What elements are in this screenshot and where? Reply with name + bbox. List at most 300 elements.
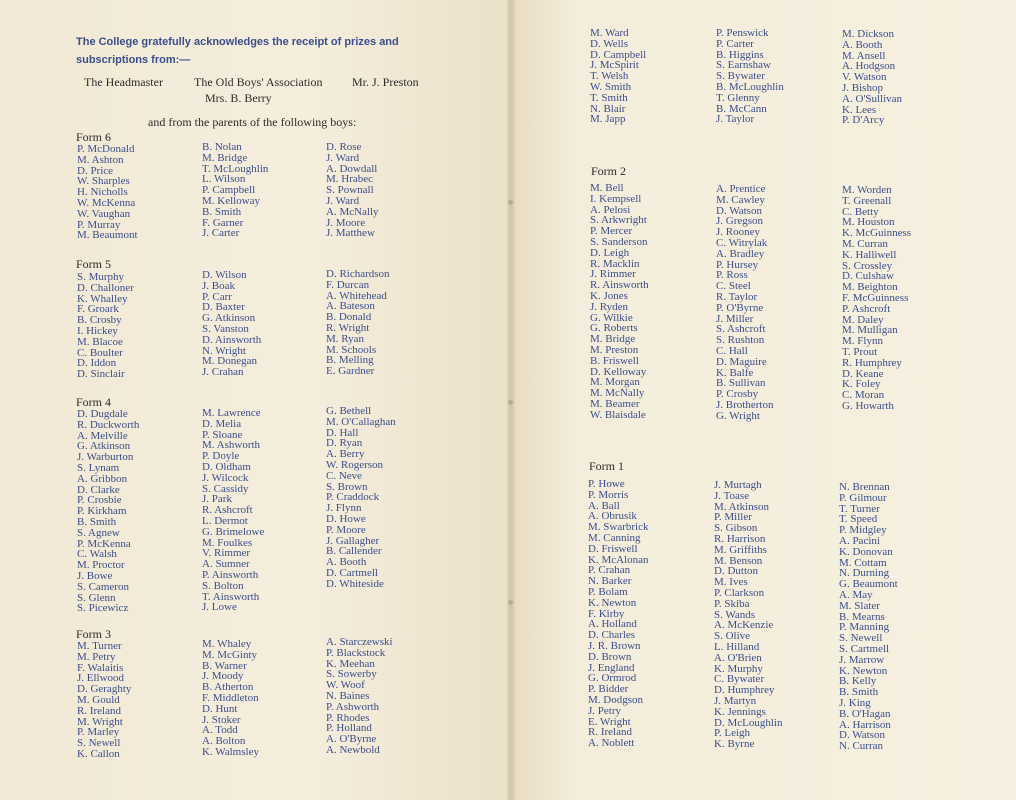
student-name: I. Hickey bbox=[77, 324, 118, 337]
student-name: M. Wright bbox=[77, 715, 123, 728]
form-1-heading: Form 1 bbox=[589, 459, 625, 473]
student-name: J. Flynn bbox=[326, 502, 362, 515]
student-name: P. Crahan bbox=[588, 564, 631, 577]
student-name: S. Bywater bbox=[716, 70, 765, 83]
student-name: J. Park bbox=[202, 493, 232, 506]
student-name: A. Berry bbox=[326, 448, 365, 461]
student-name: P. Moore bbox=[326, 523, 366, 536]
student-name: W. Woof bbox=[326, 679, 365, 692]
student-name: A. Booth bbox=[842, 38, 883, 51]
form-2-column-2 bbox=[716, 184, 773, 422]
student-name: A. Ball bbox=[588, 499, 620, 512]
student-name: L. Dermot bbox=[202, 514, 248, 527]
student-name: B. Smith bbox=[839, 686, 879, 699]
student-name: A. Noblett bbox=[588, 737, 635, 750]
student-name: M. Ives bbox=[714, 576, 748, 589]
form-6-column-3 bbox=[326, 142, 379, 239]
student-name: M. Benson bbox=[714, 554, 763, 567]
student-name: A. Todd bbox=[202, 724, 238, 737]
student-name: T. Turner bbox=[839, 502, 880, 515]
student-name: K. Newton bbox=[588, 596, 637, 609]
student-name: R. Wright bbox=[326, 321, 370, 334]
student-name: P. Hursey bbox=[716, 258, 759, 271]
student-name: W. Blaisdale bbox=[590, 408, 646, 421]
student-name: J. Crahan bbox=[202, 366, 244, 379]
form-4-column-3 bbox=[326, 406, 396, 590]
student-name: P. Ainsworth bbox=[202, 568, 259, 581]
student-name: K. Newton bbox=[839, 664, 888, 677]
student-name: M. Hrabec bbox=[326, 173, 374, 186]
student-name: S. Murphy bbox=[77, 271, 125, 283]
student-name: L. Hilland bbox=[714, 640, 760, 653]
student-name: M. Whaley bbox=[202, 638, 252, 650]
student-name: P. Marley bbox=[77, 726, 120, 739]
student-name: G. Bethell bbox=[326, 405, 372, 417]
student-name: M. Ashton bbox=[77, 153, 124, 166]
student-name: A. Melville bbox=[77, 429, 128, 442]
student-name: D. Culshaw bbox=[842, 270, 894, 283]
student-name: W. Rogerson bbox=[326, 458, 384, 471]
student-name: M. Curran bbox=[842, 237, 888, 250]
student-name: T. Smith bbox=[590, 91, 628, 104]
student-name: N. Brennan bbox=[839, 481, 890, 493]
student-name: S. Cameron bbox=[77, 580, 129, 593]
student-name: P. McKenna bbox=[77, 537, 131, 550]
student-name: D. Oldham bbox=[202, 460, 251, 473]
student-name: D. McLoughlin bbox=[714, 716, 783, 729]
form-3-column-2 bbox=[202, 639, 259, 758]
student-name: I. Kempsell bbox=[590, 192, 642, 205]
student-name: D. Friswell bbox=[588, 542, 638, 555]
student-name: D. Baxter bbox=[202, 301, 245, 314]
student-name: F. Walaitis bbox=[77, 661, 124, 674]
student-name: R. Macklin bbox=[590, 257, 640, 270]
student-name: P. Leigh bbox=[714, 727, 751, 740]
student-name: J. Rooney bbox=[716, 226, 760, 239]
student-name: F. Garner bbox=[202, 216, 244, 229]
binding-stitch bbox=[508, 600, 513, 605]
student-name: B. McLoughlin bbox=[716, 80, 784, 93]
student-name: S. Picewicz bbox=[77, 602, 129, 615]
student-name: D. Hunt bbox=[202, 702, 238, 715]
student-name: S. Vanston bbox=[202, 322, 249, 335]
student-name: G. Howarth bbox=[842, 399, 894, 412]
student-name: R. Harrison bbox=[714, 532, 766, 545]
student-name: P. Murray bbox=[77, 218, 121, 231]
form-6-column-2 bbox=[202, 142, 268, 239]
student-name: D. Clarke bbox=[77, 483, 120, 496]
student-name: M. Dickson bbox=[842, 28, 894, 40]
student-name: R. Humphrey bbox=[842, 356, 902, 369]
student-name: J. Ward bbox=[326, 194, 360, 207]
student-name: R. Ainsworth bbox=[590, 279, 649, 292]
student-name: K. McGuinness bbox=[842, 227, 912, 240]
student-name: J. Wilcock bbox=[202, 471, 249, 484]
student-name: B. Higgins bbox=[716, 48, 764, 61]
student-name: S. Cassidy bbox=[202, 482, 249, 495]
student-name: P. Morris bbox=[588, 488, 629, 501]
student-name: B. Smith bbox=[202, 205, 242, 218]
student-name: P. Gilmour bbox=[839, 491, 887, 504]
student-name: J. Moore bbox=[326, 216, 366, 229]
parents-line: and from the parents of the following boys: bbox=[148, 115, 357, 129]
student-name: B. Nolan bbox=[202, 141, 242, 153]
student-name: G. Wright bbox=[716, 409, 760, 422]
student-name: P. Holland bbox=[326, 722, 372, 735]
student-name: M. Ward bbox=[590, 27, 629, 39]
student-name: J. Stoker bbox=[202, 713, 241, 726]
student-name: B. Atherton bbox=[202, 681, 254, 694]
student-name: S. Pownall bbox=[326, 184, 374, 197]
binding-stitch bbox=[508, 200, 513, 205]
student-name: H. Nicholls bbox=[77, 186, 128, 199]
student-name: B. Kelly bbox=[839, 675, 877, 688]
student-name: M. Bridge bbox=[202, 151, 248, 164]
form-6-column-1 bbox=[77, 144, 138, 241]
student-name: M. Petry bbox=[77, 650, 116, 663]
student-name: J. Carter bbox=[202, 227, 240, 240]
student-name: M. Gould bbox=[77, 693, 120, 706]
student-name: W. Smith bbox=[590, 80, 632, 93]
student-name: J. Toase bbox=[714, 489, 750, 502]
student-name: J. Petry bbox=[588, 704, 621, 717]
form-5-column-2 bbox=[202, 270, 261, 378]
student-name: J. Miller bbox=[716, 312, 754, 325]
student-name: M. Houston bbox=[842, 216, 895, 229]
student-name: S. Newell bbox=[77, 737, 121, 750]
student-name: P. Howe bbox=[588, 478, 625, 490]
student-name: J. Lowe bbox=[202, 601, 237, 614]
student-name: C. Betty bbox=[842, 205, 879, 218]
student-name: D. Watson bbox=[716, 204, 762, 217]
student-name: K. Jones bbox=[590, 289, 628, 302]
student-name: D. Brown bbox=[588, 650, 632, 663]
student-name: A. McNally bbox=[326, 205, 379, 218]
student-name: S. Sanderson bbox=[590, 235, 648, 248]
student-name: C. Boulter bbox=[77, 346, 123, 359]
student-name: F. Kirby bbox=[588, 607, 625, 620]
donor-old-boys-association: The Old Boys' Association bbox=[194, 75, 323, 89]
student-name: M. Bridge bbox=[590, 333, 636, 346]
student-name: K. McAlonan bbox=[588, 553, 649, 566]
student-name: P. Carter bbox=[716, 37, 754, 50]
student-name: B. Callender bbox=[326, 545, 382, 558]
student-name: S. Bolton bbox=[202, 579, 244, 592]
student-name: S. Wands bbox=[714, 608, 756, 621]
student-name: J. Gallagher bbox=[326, 534, 380, 547]
student-name: A. Pacini bbox=[839, 534, 880, 547]
student-name: E. Gardner bbox=[326, 365, 375, 378]
student-name: R. Ireland bbox=[77, 704, 121, 717]
student-name: M. Bell bbox=[590, 182, 624, 194]
student-name: K. Balfe bbox=[716, 366, 754, 379]
form-3-heading: Form 3 bbox=[76, 627, 112, 641]
student-name: P. Ross bbox=[716, 269, 748, 282]
student-name: M. Daley bbox=[842, 313, 884, 326]
student-name: J. Ward bbox=[326, 151, 360, 164]
student-name: D. Keane bbox=[842, 367, 884, 380]
student-name: L. Wilson bbox=[202, 173, 246, 186]
student-name: K. Lees bbox=[842, 103, 877, 116]
student-name: D. Humphrey bbox=[714, 684, 775, 697]
student-name: S. Arkwright bbox=[590, 214, 647, 227]
form-5-heading: Form 5 bbox=[76, 257, 112, 271]
student-name: F. Middleton bbox=[202, 691, 259, 704]
student-name: A. O'Byrne bbox=[326, 733, 377, 746]
student-name: G. Ormrod bbox=[588, 672, 637, 685]
student-name: M. Japp bbox=[590, 113, 626, 126]
form-1-column-3 bbox=[839, 482, 898, 752]
student-name: S. Sowerby bbox=[326, 668, 377, 681]
student-name: P. Ashworth bbox=[326, 700, 380, 713]
student-name: D. Maguire bbox=[716, 355, 767, 368]
student-name: P. Bolam bbox=[588, 585, 628, 598]
form-1-column-2 bbox=[714, 480, 782, 750]
student-name: N. Wright bbox=[202, 344, 246, 357]
student-name: A. May bbox=[839, 588, 873, 601]
student-name: M. McNally bbox=[590, 387, 645, 400]
student-name: D. Challoner bbox=[77, 281, 134, 294]
form-6-heading: Form 6 bbox=[76, 130, 112, 144]
student-name: B. Warner bbox=[202, 659, 247, 672]
student-name: B. Smith bbox=[77, 515, 117, 528]
donor-headmaster: The Headmaster bbox=[84, 75, 163, 89]
student-name: N. Curran bbox=[839, 740, 883, 753]
student-name: C. Bywater bbox=[714, 673, 765, 686]
student-name: S. Olive bbox=[714, 630, 751, 643]
student-name: P. Kirkham bbox=[77, 505, 127, 518]
student-name: J. England bbox=[588, 661, 635, 674]
student-name: C. Moran bbox=[842, 389, 885, 402]
student-name: A. Bolton bbox=[202, 735, 246, 748]
student-name: G. Roberts bbox=[590, 322, 638, 335]
student-name: A. Bradley bbox=[716, 247, 765, 260]
student-name: K. Foley bbox=[842, 378, 881, 391]
student-name: S. Brown bbox=[326, 480, 368, 493]
student-name: D. Price bbox=[77, 164, 114, 177]
student-name: A. Starczewski bbox=[326, 636, 393, 648]
student-name: K. Donovan bbox=[839, 545, 893, 558]
student-name: A. Obrusik bbox=[588, 510, 637, 523]
student-name: J. McSpirit bbox=[590, 59, 639, 72]
student-name: D. Melia bbox=[202, 417, 242, 430]
donor-mrs-berry: Mrs. B. Berry bbox=[205, 91, 272, 105]
form-3-continued-column-3 bbox=[842, 29, 902, 126]
student-name: J. Brotherton bbox=[716, 398, 774, 411]
student-name: G. Atkinson bbox=[202, 312, 256, 325]
student-name: J. Matthew bbox=[326, 227, 375, 240]
student-name: D. Dugdale bbox=[77, 408, 128, 420]
student-name: J. Bishop bbox=[842, 81, 883, 94]
student-name: M. Swarbrick bbox=[588, 521, 649, 534]
student-name: P. Ashcroft bbox=[842, 302, 891, 315]
student-name: A. Gribbon bbox=[77, 472, 128, 485]
student-name: P. Doyle bbox=[202, 450, 240, 463]
student-name: D. Whiteside bbox=[326, 577, 384, 590]
student-name: C. Steel bbox=[716, 280, 751, 293]
student-name: J. Marrow bbox=[839, 653, 885, 666]
student-name: A. Booth bbox=[326, 556, 367, 569]
student-name: P. Clarkson bbox=[714, 586, 765, 599]
student-name: S. Lynam bbox=[77, 461, 120, 474]
student-name: M. Cawley bbox=[716, 193, 765, 206]
student-name: M. Slater bbox=[839, 599, 880, 612]
student-name: G. Beaumont bbox=[839, 578, 898, 591]
student-name: P. Craddock bbox=[326, 491, 380, 504]
student-name: M. Cottam bbox=[839, 556, 887, 569]
student-name: M. Morgan bbox=[590, 376, 640, 389]
student-name: D. Sinclair bbox=[77, 368, 125, 381]
student-name: M. Dodgson bbox=[588, 693, 644, 706]
student-name: J. King bbox=[839, 696, 871, 709]
student-name: M. Ashworth bbox=[202, 439, 261, 452]
student-name: D. Dutton bbox=[714, 565, 758, 578]
student-name: S. Cartmell bbox=[839, 642, 890, 655]
student-name: T. Ainsworth bbox=[202, 590, 260, 603]
student-name: G. Atkinson bbox=[77, 440, 131, 453]
form-4-heading: Form 4 bbox=[76, 395, 112, 409]
student-name: A. Holland bbox=[588, 618, 637, 631]
student-name: S. Crossley bbox=[842, 259, 893, 272]
student-name: P. Sloane bbox=[202, 428, 243, 441]
student-name: A. Bateson bbox=[326, 300, 375, 313]
student-name: T. McLoughlin bbox=[202, 162, 269, 175]
student-name: J. Rimmer bbox=[590, 268, 636, 281]
student-name: M. Foulkes bbox=[202, 536, 253, 549]
student-name: G. Wilkie bbox=[590, 311, 633, 324]
student-name: S. Ashcroft bbox=[716, 323, 766, 336]
student-name: T. Glenny bbox=[716, 91, 760, 104]
student-name: D. Howe bbox=[326, 512, 366, 525]
student-name: J. Warburton bbox=[77, 451, 134, 464]
student-name: B. O'Hagan bbox=[839, 707, 891, 720]
student-name: K. Halliwell bbox=[842, 248, 897, 261]
student-name: V. Watson bbox=[842, 71, 887, 84]
student-name: G. Brimelowe bbox=[202, 525, 265, 538]
student-name: D. Campbell bbox=[590, 48, 647, 61]
student-name: C. Hall bbox=[716, 344, 748, 357]
student-name: A. Harrison bbox=[839, 718, 891, 731]
student-name: P. Skiba bbox=[714, 597, 750, 610]
student-name: P. Mercer bbox=[590, 225, 633, 238]
student-name: M. Proctor bbox=[77, 559, 125, 572]
form-5-column-3 bbox=[326, 269, 390, 377]
student-name: J. Gregson bbox=[716, 215, 764, 228]
student-name: B. Friswell bbox=[590, 354, 639, 367]
student-name: K. Whalley bbox=[77, 292, 128, 305]
student-name: J. Ryden bbox=[590, 300, 629, 313]
student-name: M. McGinty bbox=[202, 648, 257, 661]
form-3-column-1 bbox=[77, 641, 131, 760]
student-name: C. Neve bbox=[326, 469, 363, 482]
student-name: P. Midgley bbox=[839, 524, 887, 537]
student-name: B. McCann bbox=[716, 102, 767, 115]
student-name: N. Baines bbox=[326, 689, 370, 702]
student-name: P. McDonald bbox=[77, 143, 135, 155]
student-name: A. Hodgson bbox=[842, 60, 896, 73]
student-name: T. Greenall bbox=[842, 194, 892, 207]
student-name: D. Watson bbox=[839, 729, 885, 742]
student-name: A. Pelosi bbox=[590, 203, 631, 216]
student-name: C. Walsh bbox=[77, 548, 117, 561]
student-name: P. D'Arcy bbox=[842, 114, 885, 127]
student-name: D. Leigh bbox=[590, 246, 630, 259]
student-name: N. Durning bbox=[839, 567, 890, 580]
student-name: F. Groark bbox=[77, 303, 119, 316]
form-5-column-1 bbox=[77, 272, 134, 380]
student-name: M. Flynn bbox=[842, 335, 883, 348]
student-name: M. Griffiths bbox=[714, 543, 767, 556]
student-name: A. Dowdall bbox=[326, 162, 378, 175]
student-name: T. Speed bbox=[839, 513, 878, 526]
student-name: D. Charles bbox=[588, 629, 636, 642]
student-name: A. McKenzie bbox=[714, 619, 774, 632]
student-name: A. Newbold bbox=[326, 743, 380, 756]
student-name: P. Bidder bbox=[588, 683, 629, 696]
student-name: M. Blacoe bbox=[77, 335, 123, 348]
student-name: N. Blair bbox=[590, 102, 626, 115]
form-3-continued-column-2 bbox=[716, 28, 784, 125]
student-name: D. Rose bbox=[326, 141, 362, 153]
student-name: K. Walmsley bbox=[202, 745, 259, 758]
form-4-column-1 bbox=[77, 409, 139, 614]
student-name: T. Prout bbox=[842, 345, 878, 358]
student-name: K. Murphy bbox=[714, 662, 763, 675]
student-name: M. Atkinson bbox=[714, 500, 770, 513]
student-name: R. Duckworth bbox=[77, 418, 140, 431]
form-2-column-1 bbox=[590, 183, 649, 421]
student-name: P. Crosby bbox=[716, 388, 759, 401]
student-name: K. Byrne bbox=[714, 738, 755, 751]
acknowledgement-heading: The College gratefully acknowledges the receipt of prizes and subscriptions from:— bbox=[76, 36, 399, 66]
student-name: W. McKenna bbox=[77, 196, 136, 209]
student-name: M. O'Callaghan bbox=[326, 415, 396, 428]
student-name: P. O'Byrne bbox=[716, 301, 764, 314]
student-name: P. Miller bbox=[714, 511, 752, 524]
student-name: S. Newell bbox=[839, 632, 883, 645]
student-name: D. Kelloway bbox=[590, 365, 647, 378]
student-name: B. Crosby bbox=[77, 314, 122, 327]
student-name: P. Rhodes bbox=[326, 711, 370, 724]
student-name: J. Bowe bbox=[77, 569, 113, 582]
student-name: P. Blackstock bbox=[326, 646, 386, 659]
student-name: D. Geraghty bbox=[77, 683, 132, 696]
student-name: A. Whitehead bbox=[326, 289, 387, 302]
student-name: K. Meehan bbox=[326, 657, 375, 670]
student-name: A. O'Sullivan bbox=[842, 92, 903, 105]
student-name: R. Ashcroft bbox=[202, 504, 253, 517]
student-name: D. Iddon bbox=[77, 357, 117, 370]
student-name: N. Barker bbox=[588, 575, 632, 588]
student-name: B. Melling bbox=[326, 354, 374, 367]
student-name: M. Beighton bbox=[842, 281, 898, 294]
student-name: J. Boak bbox=[202, 279, 235, 292]
student-name: P. Carr bbox=[202, 290, 232, 303]
student-name: D. Cartmell bbox=[326, 566, 378, 579]
student-name: D. Wilson bbox=[202, 269, 247, 281]
student-name: E. Wright bbox=[588, 715, 631, 728]
student-name: M. Preston bbox=[590, 343, 639, 356]
student-name: S. Gibson bbox=[714, 522, 758, 535]
student-name: P. Manning bbox=[839, 621, 890, 634]
student-name: M. Schools bbox=[326, 343, 377, 356]
student-name: D. Wells bbox=[590, 37, 629, 50]
student-name: M. Donegan bbox=[202, 355, 257, 368]
student-name: B. Mearns bbox=[839, 610, 885, 623]
binding-stitch bbox=[508, 400, 513, 405]
form-2-heading: Form 2 bbox=[591, 164, 627, 178]
student-name: J. Moody bbox=[202, 670, 244, 683]
